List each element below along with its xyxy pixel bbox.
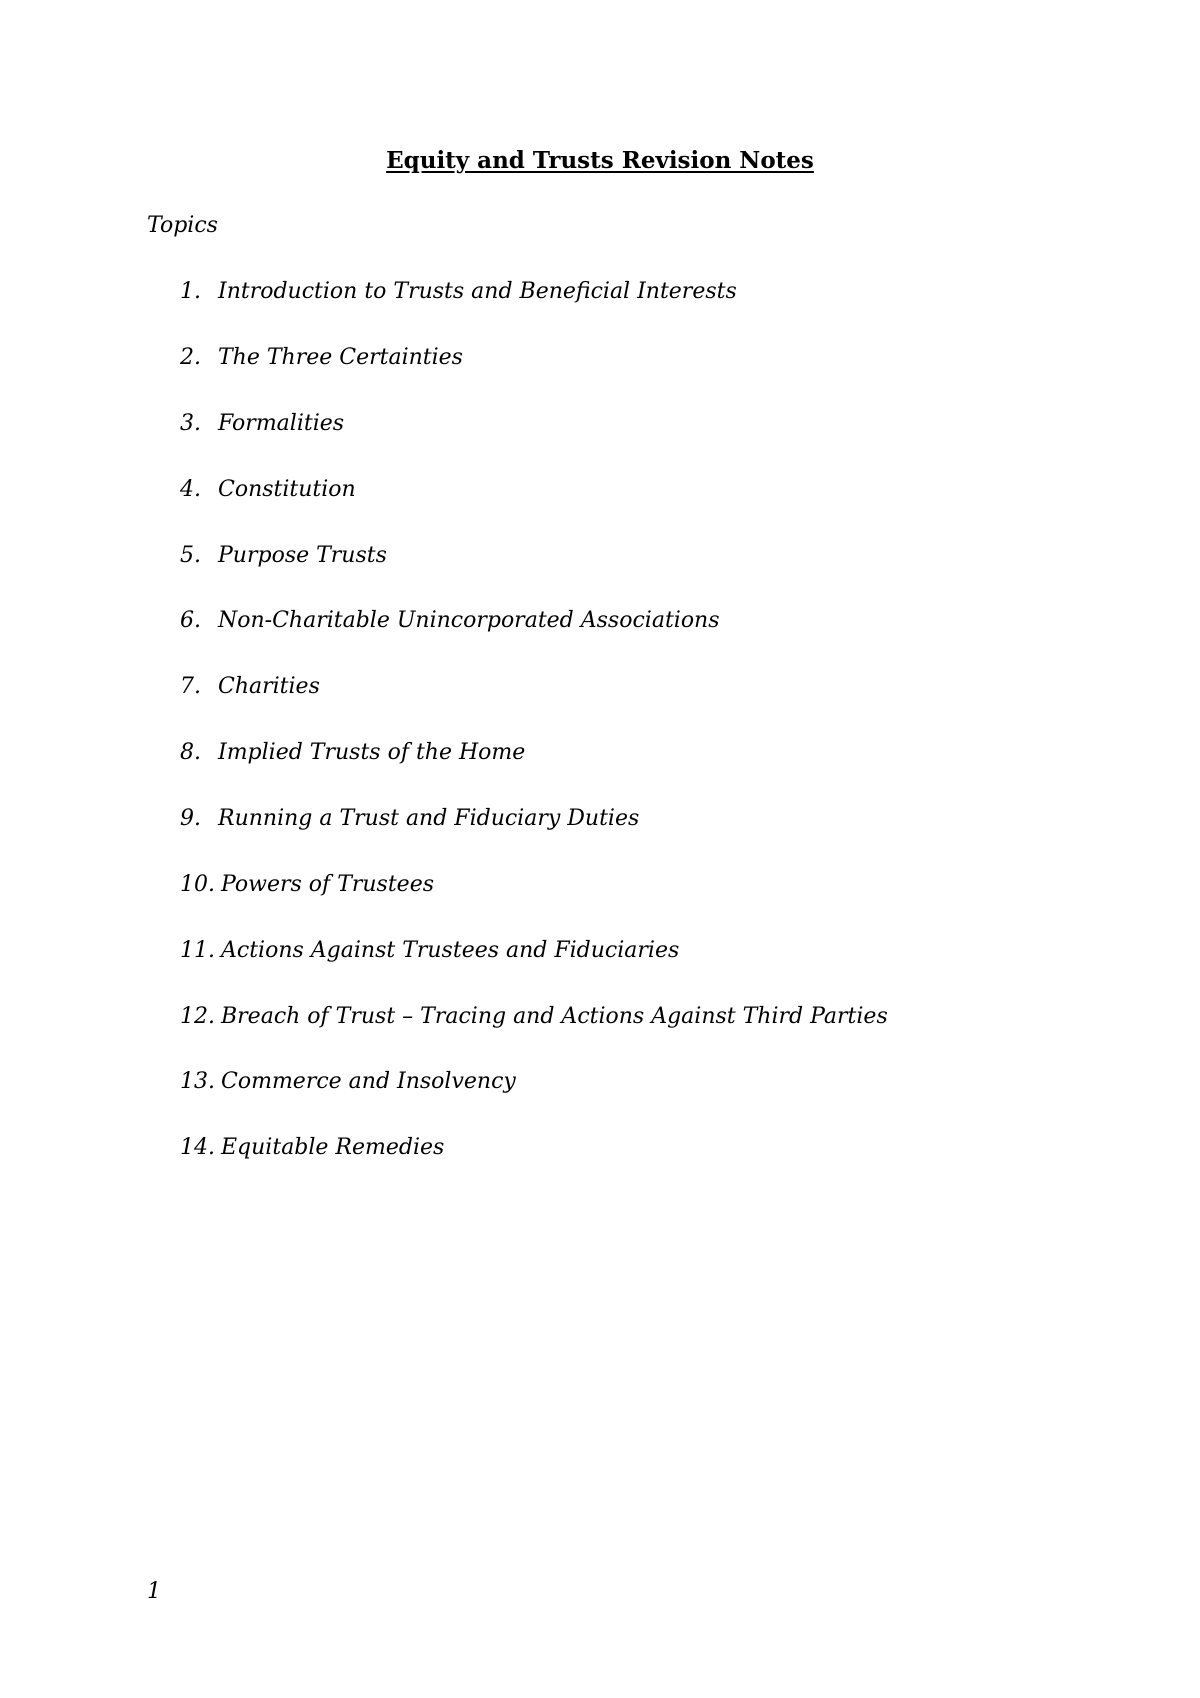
topic-item <box>180 605 720 637</box>
topic-item <box>180 408 344 440</box>
topic-label: Equitable Remedies <box>221 1135 445 1160</box>
topic-label: Breach of Trust – Tracing and Actions Against Third Parties <box>221 1004 888 1029</box>
topic-label: Powers of Trustees <box>221 872 435 897</box>
topic-number: 7. <box>180 674 201 699</box>
topic-item <box>180 1001 888 1033</box>
topic-number: 14. <box>180 1135 215 1160</box>
topic-label: Commerce and Insolvency <box>221 1069 516 1094</box>
topic-number: 13. <box>180 1069 215 1094</box>
topic-label: Non-Charitable Unincorporated Associations <box>218 608 720 633</box>
topic-number: 5. <box>180 543 201 568</box>
topic-number: 9. <box>180 806 201 831</box>
document-title: Equity and Trusts Revision Notes <box>386 147 814 174</box>
topic-number: 12. <box>180 1004 215 1029</box>
topic-item <box>180 935 679 967</box>
topic-item <box>180 276 737 308</box>
topic-number: 1. <box>180 279 201 304</box>
topics-heading: Topics <box>147 213 218 238</box>
topic-label: The Three Certainties <box>218 345 463 370</box>
topic-item <box>180 540 387 572</box>
page-number: 1 <box>147 1579 161 1604</box>
topic-label: Constitution <box>218 477 356 502</box>
topic-item <box>180 671 320 703</box>
topic-label: Formalities <box>218 411 345 436</box>
topic-number: 6. <box>180 608 201 633</box>
topic-label: Implied Trusts of the Home <box>218 740 526 765</box>
topic-number: 8. <box>180 740 201 765</box>
topic-item <box>180 803 639 835</box>
topic-label: Actions Against Trustees and Fiduciaries <box>221 938 680 963</box>
topic-label: Charities <box>218 674 320 699</box>
topic-item <box>180 869 434 901</box>
topic-number: 3. <box>180 411 201 436</box>
topic-item <box>180 1066 516 1098</box>
topic-number: 4. <box>180 477 201 502</box>
topic-label: Introduction to Trusts and Beneficial Interests <box>218 279 737 304</box>
topic-label: Purpose Trusts <box>218 543 387 568</box>
topic-label: Running a Trust and Fiduciary Duties <box>218 806 640 831</box>
topic-number: 10. <box>180 872 215 897</box>
topic-number: 2. <box>180 345 201 370</box>
topic-item <box>180 737 525 769</box>
topic-number: 11. <box>180 938 215 963</box>
topic-item <box>180 474 356 506</box>
topic-item <box>180 1132 444 1164</box>
topic-item <box>180 342 463 374</box>
